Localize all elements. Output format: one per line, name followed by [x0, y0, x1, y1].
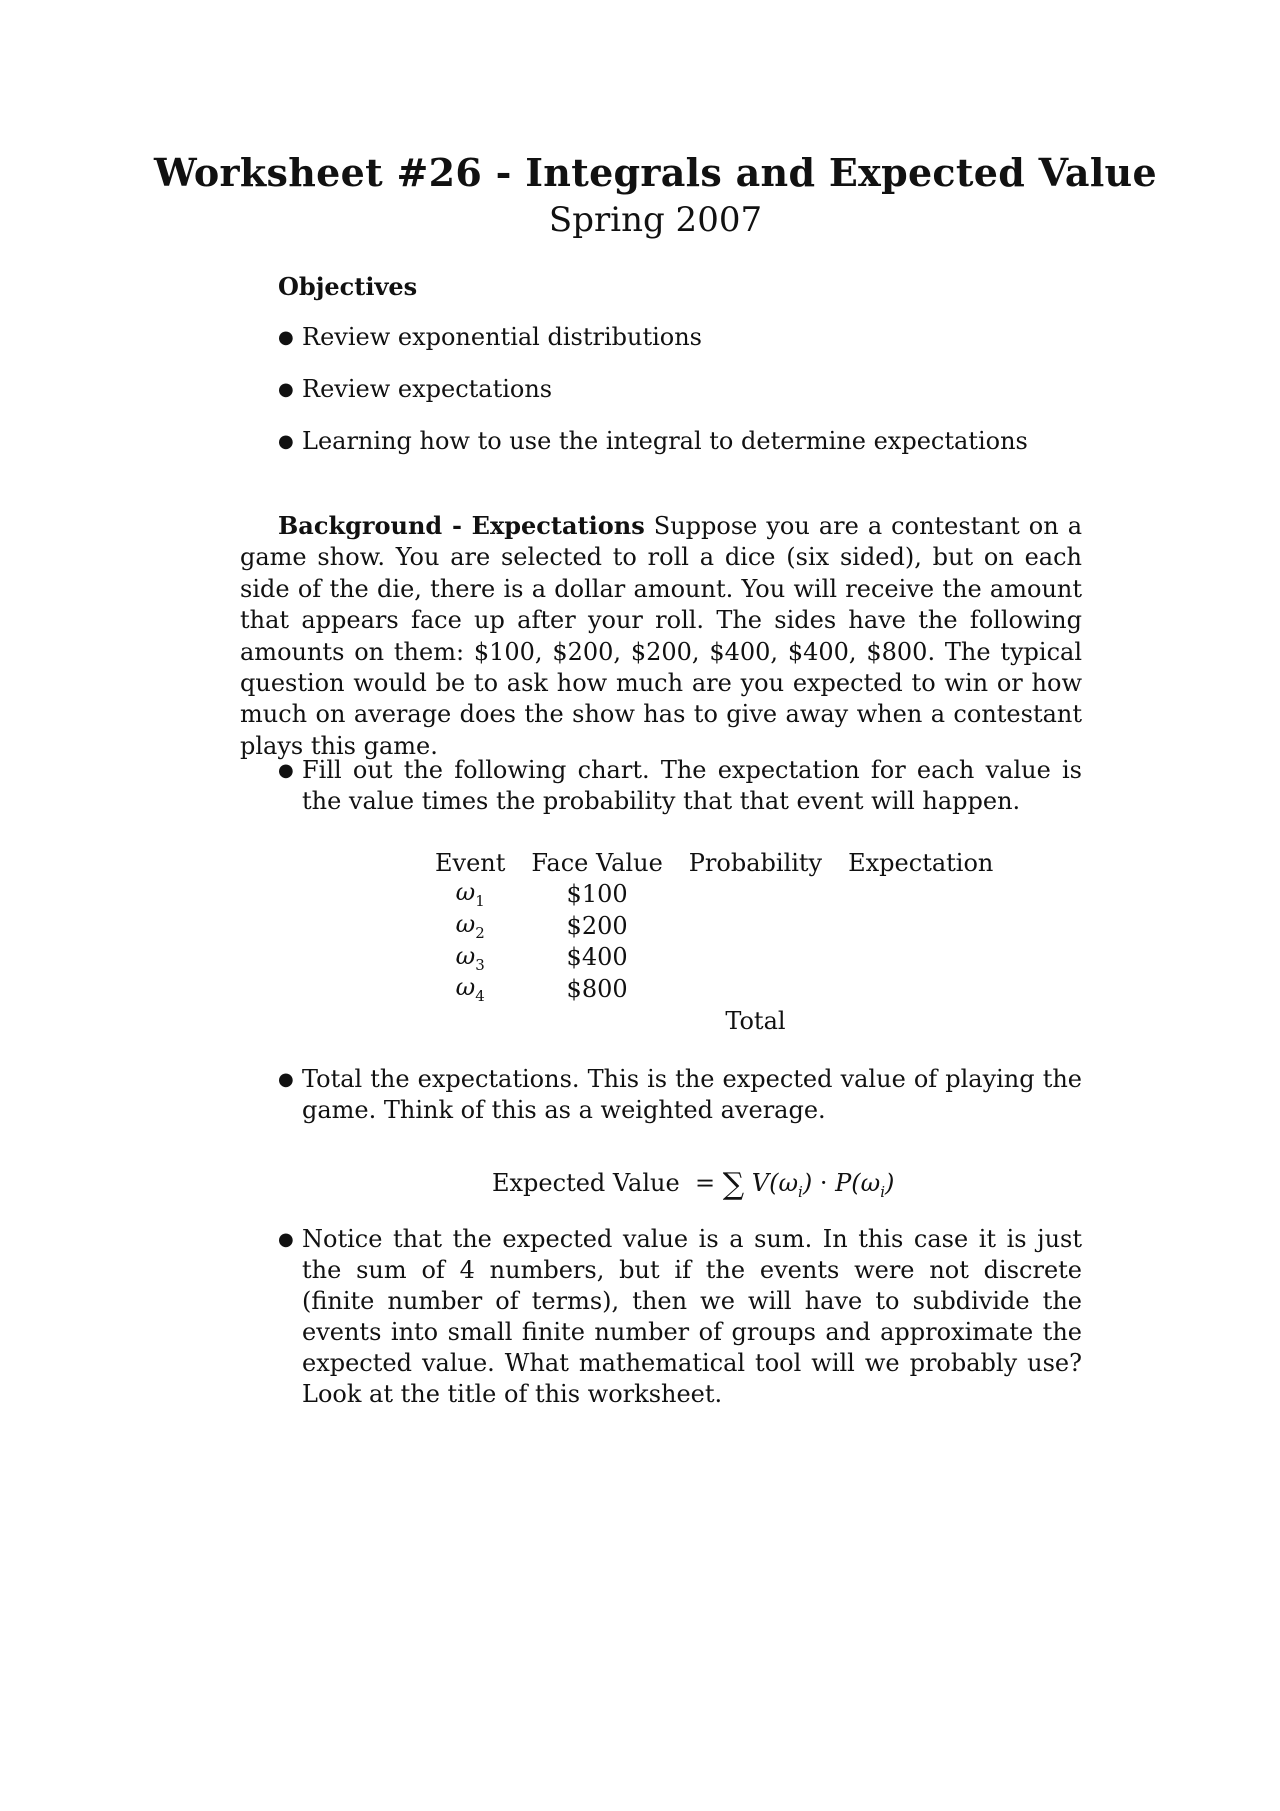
formula-equals: =	[694, 1169, 716, 1197]
event-cell: $\omega_1$	[455, 878, 485, 910]
header-probability: Probability	[688, 848, 823, 877]
background-heading: Background - Expectations	[278, 511, 645, 540]
event-cell: $\omega_4$	[455, 973, 485, 1006]
chart-header-row	[422, 847, 1006, 878]
probability-cell	[676, 878, 835, 910]
bullet-icon: ●	[278, 379, 294, 400]
objectives-heading: Objectives	[278, 272, 418, 301]
objective-text: Review expectations	[302, 375, 553, 403]
background-paragraph	[240, 510, 1082, 762]
bullet-icon: ●	[278, 431, 294, 452]
bullet-icon: ●	[278, 1069, 294, 1090]
expectation-cell	[835, 910, 1006, 942]
total-label: Total	[725, 1006, 786, 1035]
face-value-cell: $100	[566, 879, 628, 908]
sigma-symbol: ∑	[722, 1167, 745, 1202]
expected-value-formula	[492, 1167, 894, 1202]
formula-label: Expected Value	[492, 1169, 680, 1197]
objective-text: Review exponential distributions	[302, 323, 702, 351]
expectation-cell	[835, 878, 1006, 910]
instruction-text: Notice that the expected value is a sum. In this case it is just the sum of 4 numbers, but if the events were not discrete (finite number of terms), then we will have to subdivide the events into small finite number of groups and approximate the expected value. What mathematical tool will we probably use? Look at the title of this worksheet.	[302, 1225, 1082, 1408]
table-row	[422, 942, 1006, 974]
probability-cell	[676, 942, 835, 974]
event-cell: $\omega_2$	[455, 909, 485, 942]
instruction-text: Fill out the following chart. The expectation for each value is the value times the probability that that event will happen.	[302, 756, 1082, 815]
bullet-icon: ●	[278, 1229, 294, 1250]
instruction-text: Total the expectations. This is the expected value of playing the game. Think of this as a weighted average.	[302, 1065, 1082, 1124]
header-face-value: Face Value	[531, 848, 663, 877]
table-row	[422, 973, 1006, 1005]
header-expectation: Expectation	[848, 848, 994, 877]
event-cell: $\omega_3$	[455, 941, 485, 974]
header-event: Event	[435, 848, 506, 877]
probability-cell	[676, 973, 835, 1005]
expectation-cell	[835, 973, 1006, 1005]
background-text: Suppose you are a contestant on a game show. You are selected to roll a dice (six sided), but on each side of the die, there is a dollar amount. You will receive the amount that appears face up after your roll. The sides have the following amounts on them: $100, $200, $200, $400, $400, $800. The typical question would be to ask how much are you expected to win or how much on average does the show has to give away when a contestant plays this game.	[240, 512, 1082, 760]
total-cell	[835, 1005, 1006, 1036]
probability-cell	[676, 910, 835, 942]
bullet-icon: ●	[278, 327, 294, 348]
expectation-cell	[835, 942, 1006, 974]
face-value-cell: $200	[566, 911, 628, 940]
expectation-chart	[422, 847, 1006, 1036]
table-row	[422, 878, 1006, 910]
page-title: Worksheet #26 - Integrals and Expected Value	[154, 150, 1157, 195]
formula-expression: $V(\omega_i) \cdot P(\omega_i)$	[751, 1169, 895, 1201]
face-value-cell: $800	[566, 975, 628, 1004]
bullet-icon: ●	[278, 760, 294, 781]
page-subtitle: Spring 2007	[548, 200, 763, 240]
face-value-cell: $400	[566, 943, 628, 972]
table-row	[422, 910, 1006, 942]
objective-text: Learning how to use the integral to determine expectations	[302, 427, 1028, 455]
total-row	[422, 1005, 1006, 1036]
